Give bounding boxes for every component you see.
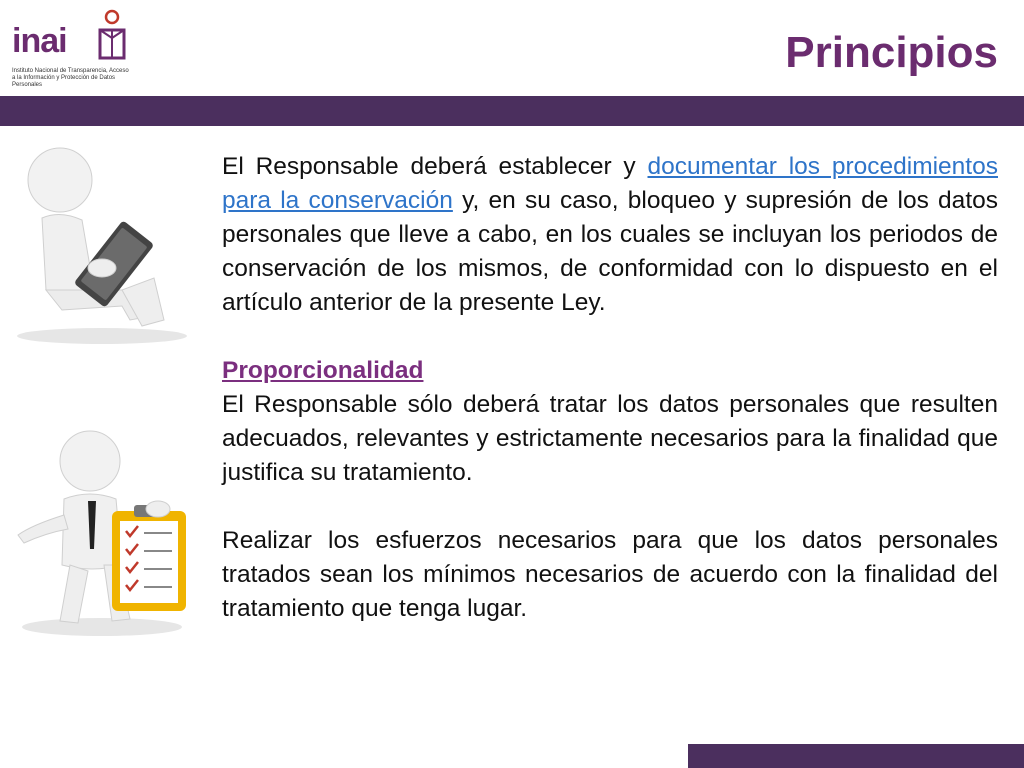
- logo-figure-icon: [92, 8, 132, 68]
- paragraph-1-before: El Responsable deberá establecer y: [222, 153, 648, 180]
- main-content: [222, 150, 998, 626]
- logo-wordmark: inai: [12, 22, 67, 60]
- section-heading-proporcionalidad: Proporcionalidad: [222, 357, 424, 384]
- person-clipboard-illustration: [12, 425, 208, 640]
- inai-logo: [8, 8, 148, 92]
- page-title: Principios: [785, 28, 998, 77]
- paragraph-minimos: Realizar los esfuerzos necesarios para que los datos personales tratados sean los mínimos necesarios de acuerdo con la finalidad del tratamiento que tenga lugar.: [222, 527, 998, 622]
- conservation-procedures-link[interactable]: documentar los procedimientos para la conservación: [222, 153, 998, 214]
- person-tablet-illustration: [2, 140, 198, 350]
- paragraph-conservacion: [222, 150, 998, 320]
- footer-bar: [688, 744, 1024, 768]
- logo-subtitle: Instituto Nacional de Transparencia, Acceso a la Información y Protección de Datos Personales: [12, 68, 129, 88]
- header-band: [0, 96, 1024, 126]
- paragraph-1-after: y, en su caso, bloqueo y supresión de los datos personales que lleve a cabo, en los cuales se incluyan los periodos de conservación de los mismos, de conformidad con lo dispuesto en el artículo anterior de la presente Ley.: [222, 187, 998, 316]
- paragraph-proporcionalidad: El Responsable sólo deberá tratar los datos personales que resulten adecuados, relevantes y estrictamente necesarios para la finalidad que justifica su tratamiento.: [222, 391, 998, 486]
